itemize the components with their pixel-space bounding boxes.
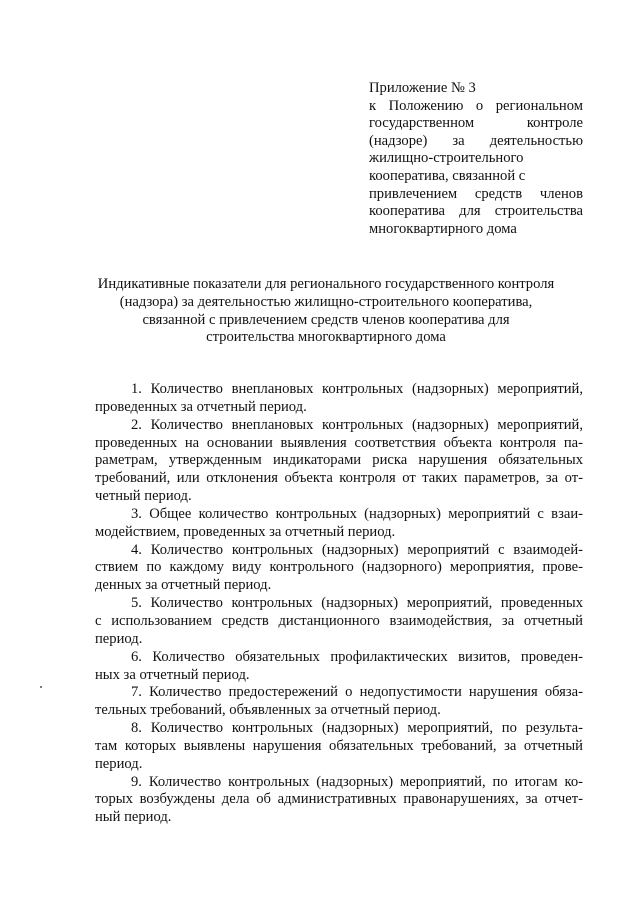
appendix-block xyxy=(369,80,583,238)
item-line: ных за отчетный период. xyxy=(95,666,250,683)
appendix-line: многоквартирного дома xyxy=(369,220,517,237)
item-line: проведенных на основании выявления соответствия объекта контроля па- xyxy=(95,434,583,451)
item-line: там которых выявлены нарушения обязательных требований, за отчетный xyxy=(95,737,583,754)
item-line: 5. Количество контрольных (надзорных) мероприятий, проведенных xyxy=(131,595,583,612)
item-line: проведенных за отчетный период. xyxy=(95,398,307,415)
heading-line: (надзора) за деятельностью жилищно-строительного кооператива, xyxy=(119,293,533,310)
item-line: 1. Количество внеплановых контрольных (надзорных) мероприятий, xyxy=(131,381,583,397)
document-heading xyxy=(86,276,566,347)
indicator-item-5 xyxy=(95,595,583,649)
item-line: 4. Количество контрольных (надзорных) мероприятий с взаимодей- xyxy=(131,541,583,558)
item-line: 8. Количество контрольных (надзорных) мероприятий, по результа- xyxy=(131,720,583,737)
appendix-line: (надзоре) за деятельностью xyxy=(369,132,583,149)
item-line: 6. Количество обязательных профилактических визитов, проведен- xyxy=(131,648,583,665)
item-line: период. xyxy=(95,755,143,772)
item-line: 7. Количество предостережений о недопустимости нарушения обяза- xyxy=(131,684,583,701)
item-line: торых возбуждены дела об административных правонарушениях, за отчет- xyxy=(95,791,583,808)
indicator-item-8 xyxy=(95,720,583,774)
appendix-line: кооператива, связанной с xyxy=(369,167,526,184)
item-line: 3. Общее количество контрольных (надзорных) мероприятий с взаи- xyxy=(131,505,583,522)
item-line: 2. Количество внеплановых контрольных (надзорных) мероприятий, xyxy=(131,416,583,433)
item-line: требований, или отклонения объекта контроля от таких параметров, за от- xyxy=(95,470,583,487)
item-line: ный период. xyxy=(95,809,172,826)
item-line: ствием по каждому виду контрольного (надзорного) мероприятия, прове- xyxy=(95,559,583,576)
item-line: модействием, проведенных за отчетный период. xyxy=(95,523,396,540)
item-line: денных за отчетный период. xyxy=(95,577,272,594)
appendix-title: Приложение № 3 xyxy=(369,80,476,96)
appendix-line: к Положению о региональном xyxy=(369,97,583,114)
indicator-item-7 xyxy=(95,684,583,720)
item-line: период. xyxy=(95,630,143,647)
appendix-line: кооператива для строительства xyxy=(369,203,583,220)
indicator-item-9 xyxy=(95,774,583,828)
indicator-list xyxy=(95,381,583,827)
scan-speck xyxy=(40,686,42,688)
item-line: 9. Количество контрольных (надзорных) мероприятий, по итогам ко- xyxy=(131,773,583,790)
appendix-line: государственном контроле xyxy=(369,115,583,132)
heading-line: Индикативные показатели для регионального государственного контроля xyxy=(97,276,555,292)
item-line: четный период. xyxy=(95,488,192,505)
indicator-item-6 xyxy=(95,649,583,685)
item-line: с использованием средств дистанционного взаимодействия, за отчетный xyxy=(95,612,583,629)
appendix-line: привлечением средств членов xyxy=(369,185,583,202)
indicator-item-1 xyxy=(95,381,583,417)
appendix-line: жилищно-строительного xyxy=(369,150,524,167)
item-line: тельных требований, объявленных за отчетный период. xyxy=(95,702,441,719)
indicator-item-4 xyxy=(95,542,583,596)
indicator-item-2 xyxy=(95,417,583,506)
heading-line: строительства многоквартирного дома xyxy=(206,329,446,346)
item-line: раметрам, утвержденным индикаторами риска нарушения обязательных xyxy=(95,452,583,469)
indicator-item-3 xyxy=(95,506,583,542)
heading-line: связанной с привлечением средств членов кооператива для xyxy=(142,311,510,328)
